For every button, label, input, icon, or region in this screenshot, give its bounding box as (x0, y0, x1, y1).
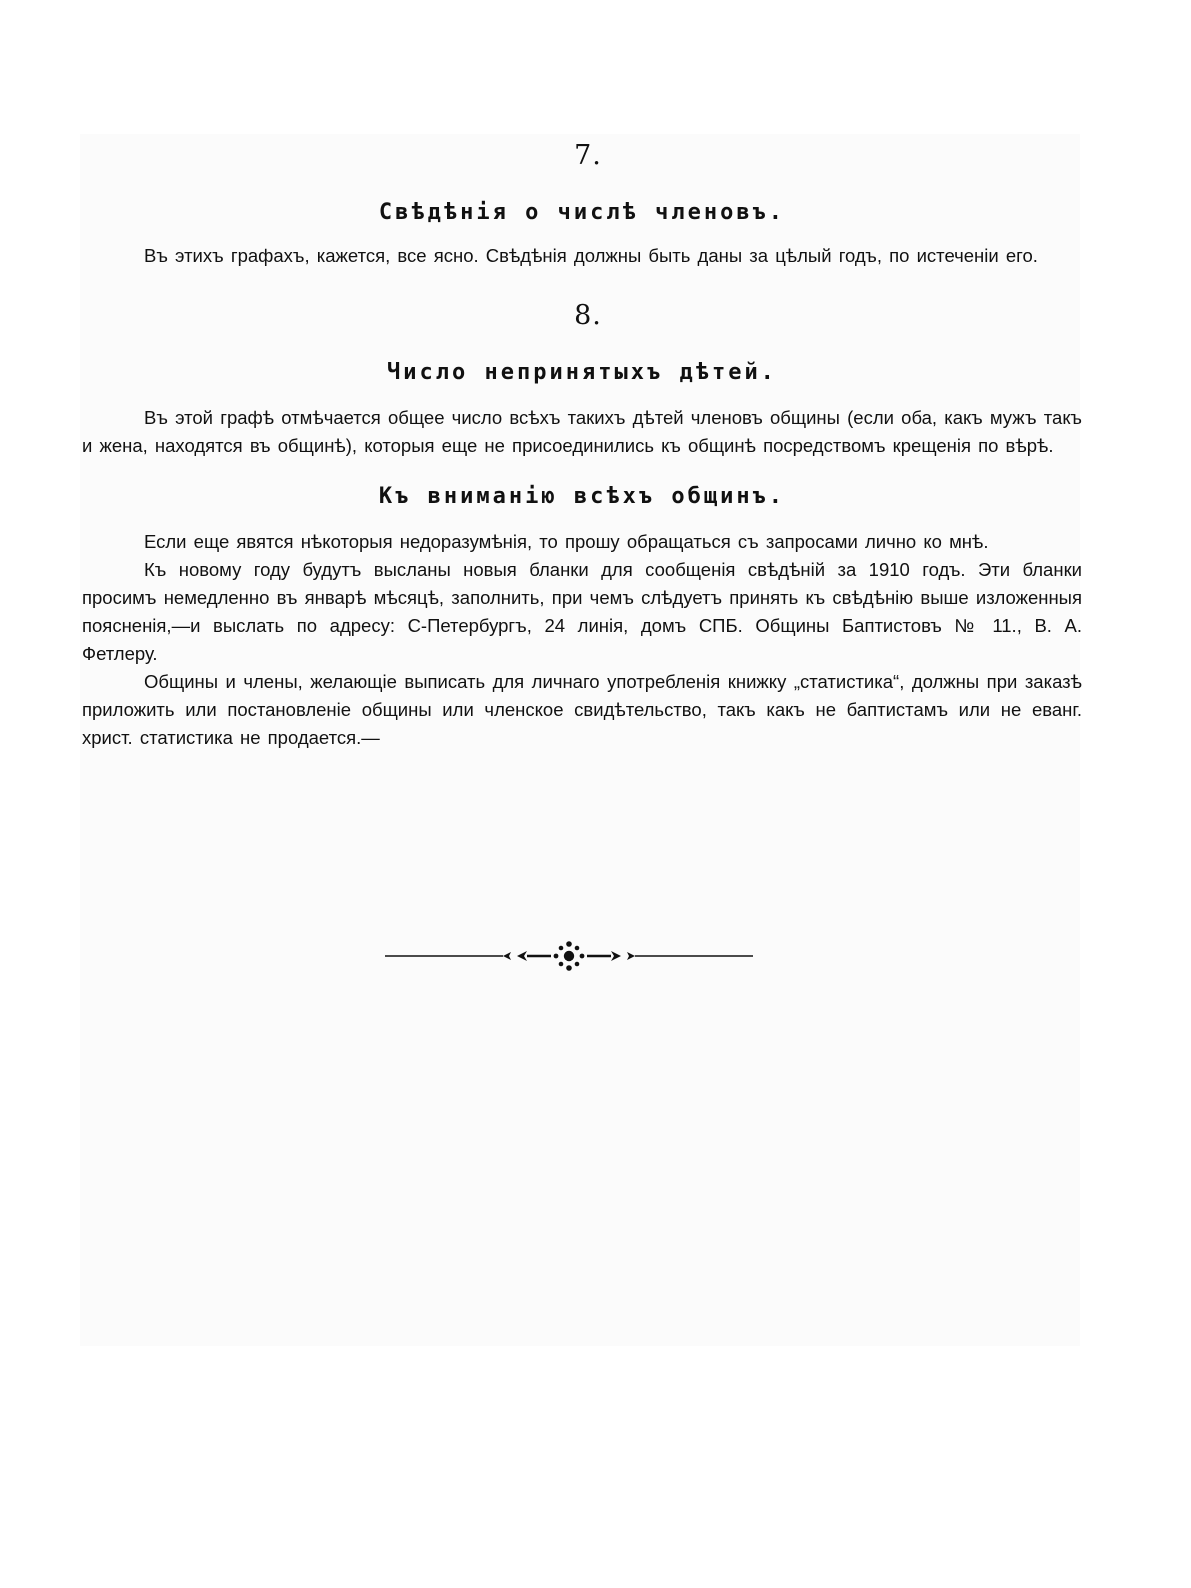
ornamental-divider-icon (385, 938, 753, 974)
paragraph: Если еще явятся нѣкоторыя недоразумѣнія, то прошу обращаться съ запросами лично ко мнѣ. (144, 531, 989, 552)
section-8 (82, 296, 1082, 460)
paragraph: Въ этой графѣ отмѣчается общее число всѣхъ такихъ дѣтей членовъ общины (если оба, какъ мужъ такъ и жена, находятся въ общинѣ), которыя еще не присоединились къ общинѣ посредствомъ крещенія по вѣрѣ. (82, 407, 1082, 456)
section-number: 8. (574, 300, 602, 331)
document-body (82, 132, 1082, 752)
section-heading: Къ вниманію всѣхъ общинъ. (378, 484, 786, 509)
section-number: 7. (574, 140, 602, 171)
section-notice (82, 482, 1082, 752)
section-heading: Число непринятыхъ дѣтей. (387, 360, 777, 385)
paragraph: Общины и члены, желающіе выписать для личнаго употребленія книжку „статистика“, должны при заказѣ приложить или постановленіе общины или членское свидѣтельство, такъ какъ не баптистамъ или не еванг. христ. статистика не продается.— (82, 671, 1082, 748)
section-heading: Свѣдѣнія о числѣ членовъ. (378, 200, 786, 225)
paragraph: Къ новому году будутъ высланы новыя бланки для сообщенія свѣдѣній за 1910 годъ. Эти бланки просимъ немедленно въ январѣ мѣсяцѣ, заполнить, при чемъ слѣдуетъ принять къ свѣдѣнію выше изложенныя поясненія,—и выслать по адресу: С-Петербургъ, 24 линія, домъ СПБ. Общины Баптистовъ № 11., В. А. Фетлеру. (82, 559, 1082, 664)
section-7 (82, 136, 1082, 270)
paragraph: Въ этихъ графахъ, кажется, все ясно. Свѣдѣнія должны быть даны за цѣлый годъ, по истеченіи его. (144, 245, 1038, 266)
